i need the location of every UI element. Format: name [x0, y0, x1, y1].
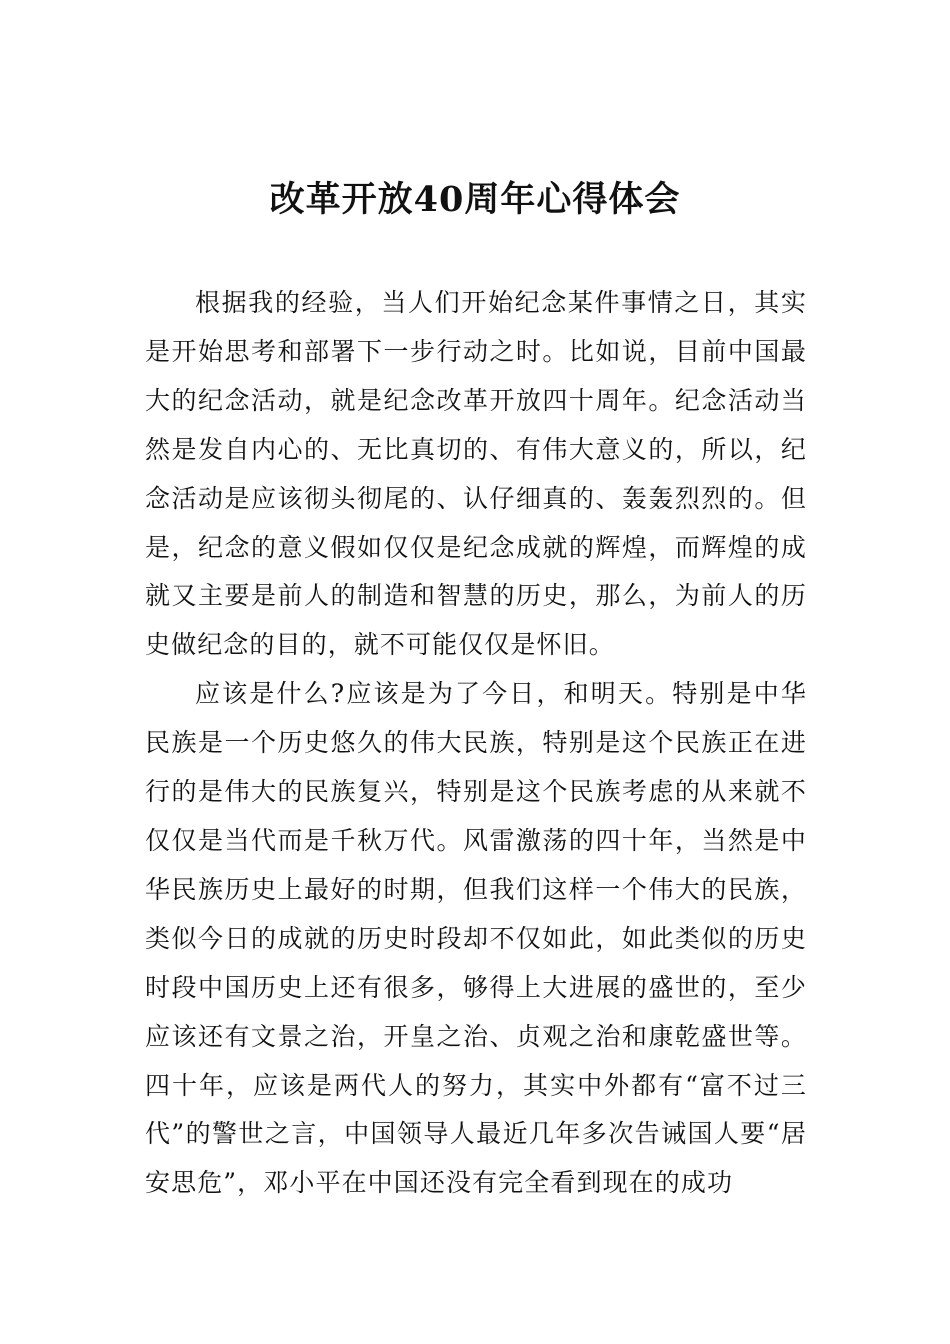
- paragraph-1: 根据我的经验，当人们开始纪念某件事情之日，其实是开始思考和部署下一步行动之时。比如说，目前中国最大的纪念活动，就是纪念改革开放四十周年。纪念活动当然是发自内心的、无比真切的、有伟大意义的，所以，纪念活动是应该彻头彻尾的、认仔细真的、轰轰烈烈的。但是，纪念的意义假如仅仅是纪念成就的辉煌，而辉煌的成就又主要是前人的制造和智慧的历史，那么，为前人的历史做纪念的目的，就不可能仅仅是怀旧。: [145, 288, 807, 660]
- document-body: [145, 279, 807, 1208]
- paragraph-2: 应该是什么?应该是为了今日，和明天。特别是中华民族是一个历史悠久的伟大民族，特别是这个民族正在进行的是伟大的民族复兴，特别是这个民族考虑的从来就不仅仅是当代而是千秋万代。风雷激荡的四十年，当然是中华民族历史上最好的时期，但我们这样一个伟大的民族，类似今日的成就的历史时段却不仅如此，如此类似的历史时段中国历史上还有很多，够得上大进展的盛世的，至少应该还有文景之治，开皇之治、贞观之治和康乾盛世等。四十年，应该是两代人的努力，其实中外都有“富不过三代”的警世之言，中国领导人最近几年多次告诫国人要“居安思危”，邓小平在中国还没有完全看到现在的成功: [145, 679, 807, 1198]
- document-title: 改革开放40周年心得体会: [269, 179, 681, 220]
